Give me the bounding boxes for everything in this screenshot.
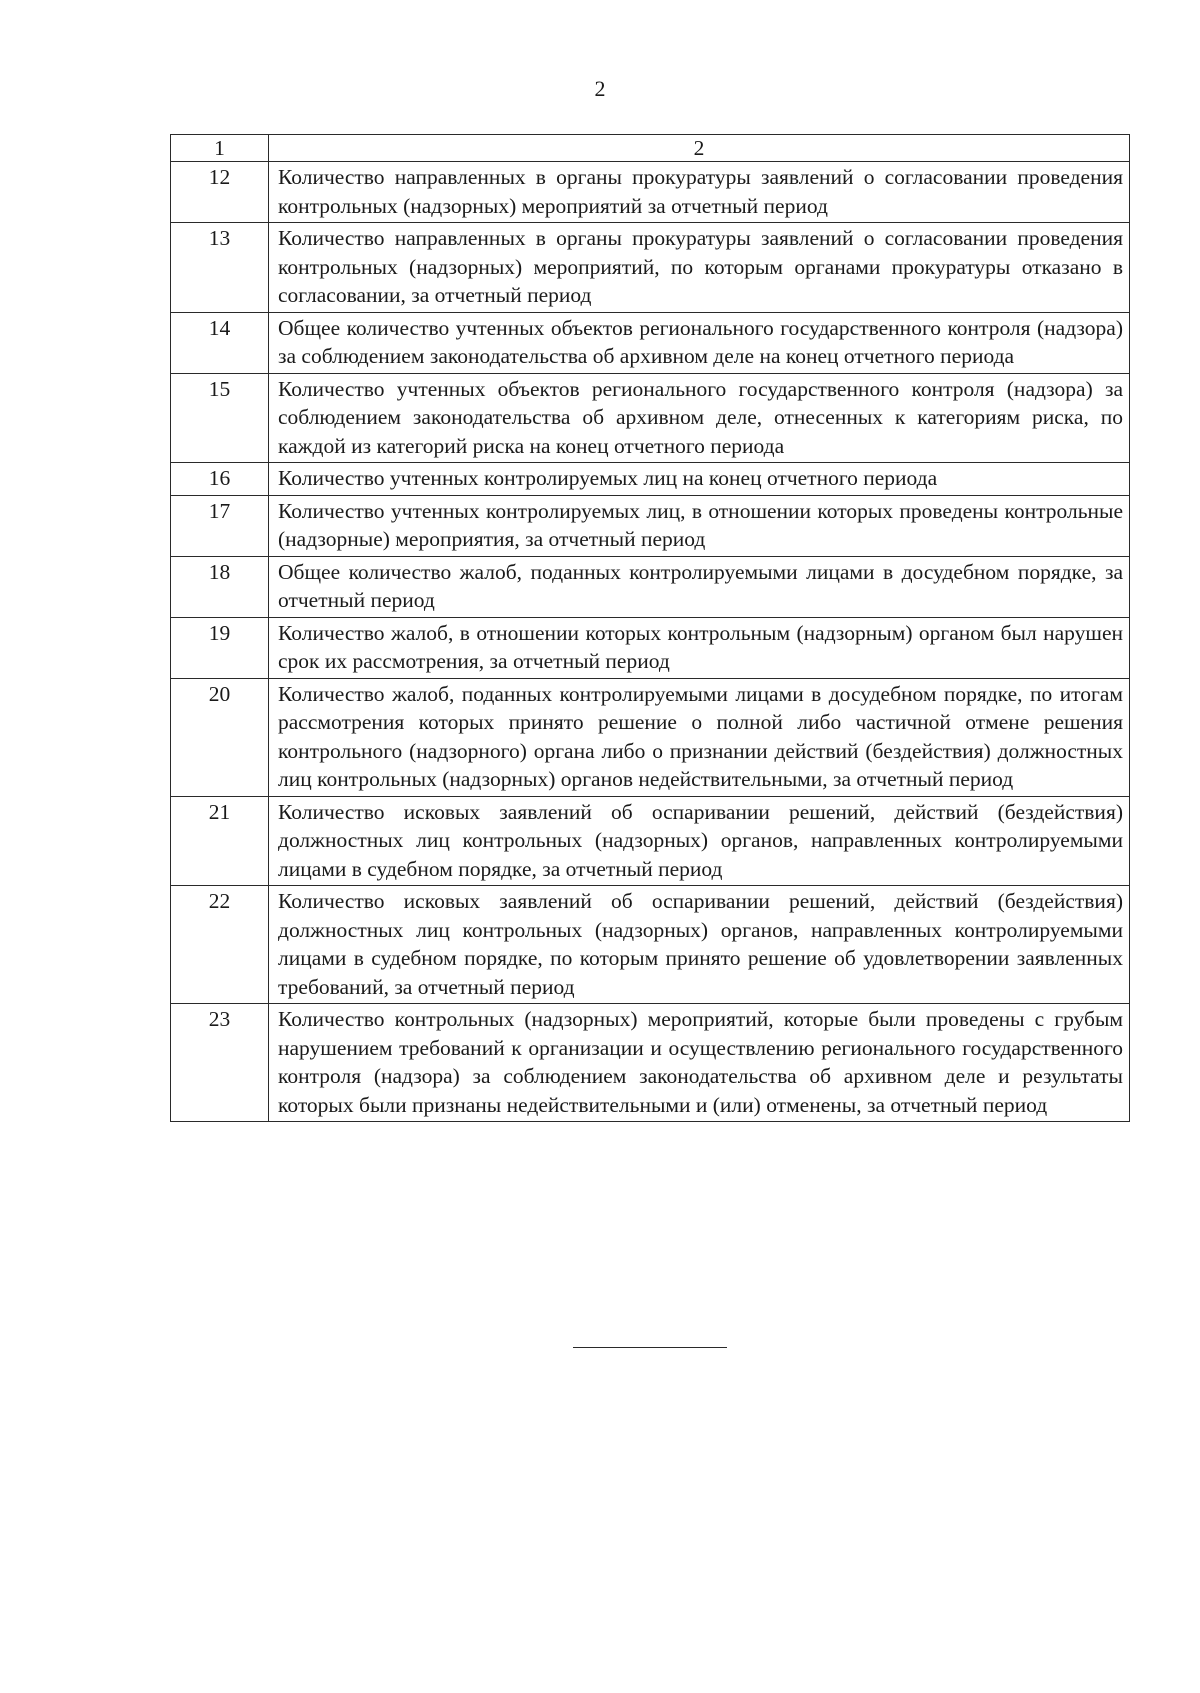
table-row [171, 796, 1130, 886]
row-description: Количество исковых заявлений об оспаривании решений, действий (бездействия) должностных лиц контрольных (надзорных) органов, направленных контролируемыми лицами в судебном порядке, за отчетный период [269, 796, 1130, 886]
row-number: 19 [171, 617, 269, 678]
row-number: 16 [171, 463, 269, 496]
row-description: Количество контрольных (надзорных) мероприятий, которые были проведены с грубым нарушением требований к организации и осуществлению регионального государственного контроля (надзора) за соблюдением законодательства об архивном деле и результаты которых были признаны недействительными и (или) отменены, за отчетный период [269, 1004, 1130, 1122]
row-number: 13 [171, 223, 269, 313]
page-number: 2 [594, 76, 606, 101]
table-row [171, 312, 1130, 373]
row-number: 20 [171, 678, 269, 796]
table-row [171, 223, 1130, 313]
row-description: Количество учтенных контролируемых лиц, в отношении которых проведены контрольные (надзорные) мероприятия, за отчетный период [269, 495, 1130, 556]
row-number: 22 [171, 886, 269, 1004]
table-row [171, 373, 1130, 463]
table-row [171, 678, 1130, 796]
row-number: 12 [171, 162, 269, 223]
table-row [171, 617, 1130, 678]
row-number: 14 [171, 312, 269, 373]
header-cell-description: 2 [269, 135, 1130, 162]
row-number: 15 [171, 373, 269, 463]
table-row [171, 162, 1130, 223]
row-number: 18 [171, 556, 269, 617]
row-description: Количество жалоб, в отношении которых контрольным (надзорным) органом был нарушен срок их рассмотрения, за отчетный период [269, 617, 1130, 678]
row-description: Количество направленных в органы прокуратуры заявлений о согласовании проведения контрольных (надзорных) мероприятий, по которым органами прокуратуры отказано в согласовании, за отчетный период [269, 223, 1130, 313]
row-description: Количество жалоб, поданных контролируемыми лицами в досудебном порядке, по итогам рассмотрения которых принято решение о полной либо частичной отмене решения контрольного (надзорного) органа либо о признании действий (бездействия) должностных лиц контрольных (надзорных) органов недействительными, за отчетный период [269, 678, 1130, 796]
indicators-table [170, 134, 1130, 1122]
row-description: Общее количество жалоб, поданных контролируемыми лицами в досудебном порядке, за отчетный период [269, 556, 1130, 617]
row-description: Количество учтенных объектов регионального государственного контроля (надзора) за соблюдением законодательства об архивном деле, отнесенных к категориям риска, по каждой из категорий риска на конец отчетного периода [269, 373, 1130, 463]
table-row [171, 463, 1130, 496]
row-description: Количество учтенных контролируемых лиц на конец отчетного периода [269, 463, 1130, 496]
table-row [171, 495, 1130, 556]
row-description: Количество исковых заявлений об оспаривании решений, действий (бездействия) должностных лиц контрольных (надзорных) органов, направленных контролируемыми лицами в судебном порядке, по которым принято решение об удовлетворении заявленных требований, за отчетный период [269, 886, 1130, 1004]
row-number: 23 [171, 1004, 269, 1122]
table-row [171, 1004, 1130, 1122]
end-of-document-rule [573, 1347, 727, 1348]
row-description: Количество направленных в органы прокуратуры заявлений о согласовании проведения контрольных (надзорных) мероприятий за отчетный период [269, 162, 1130, 223]
header-cell-number: 1 [171, 135, 269, 162]
table-row [171, 556, 1130, 617]
row-description: Общее количество учтенных объектов регионального государственного контроля (надзора) за соблюдением законодательства об архивном деле на конец отчетного периода [269, 312, 1130, 373]
table-header-row [171, 135, 1130, 162]
table-row [171, 886, 1130, 1004]
row-number: 17 [171, 495, 269, 556]
row-number: 21 [171, 796, 269, 886]
